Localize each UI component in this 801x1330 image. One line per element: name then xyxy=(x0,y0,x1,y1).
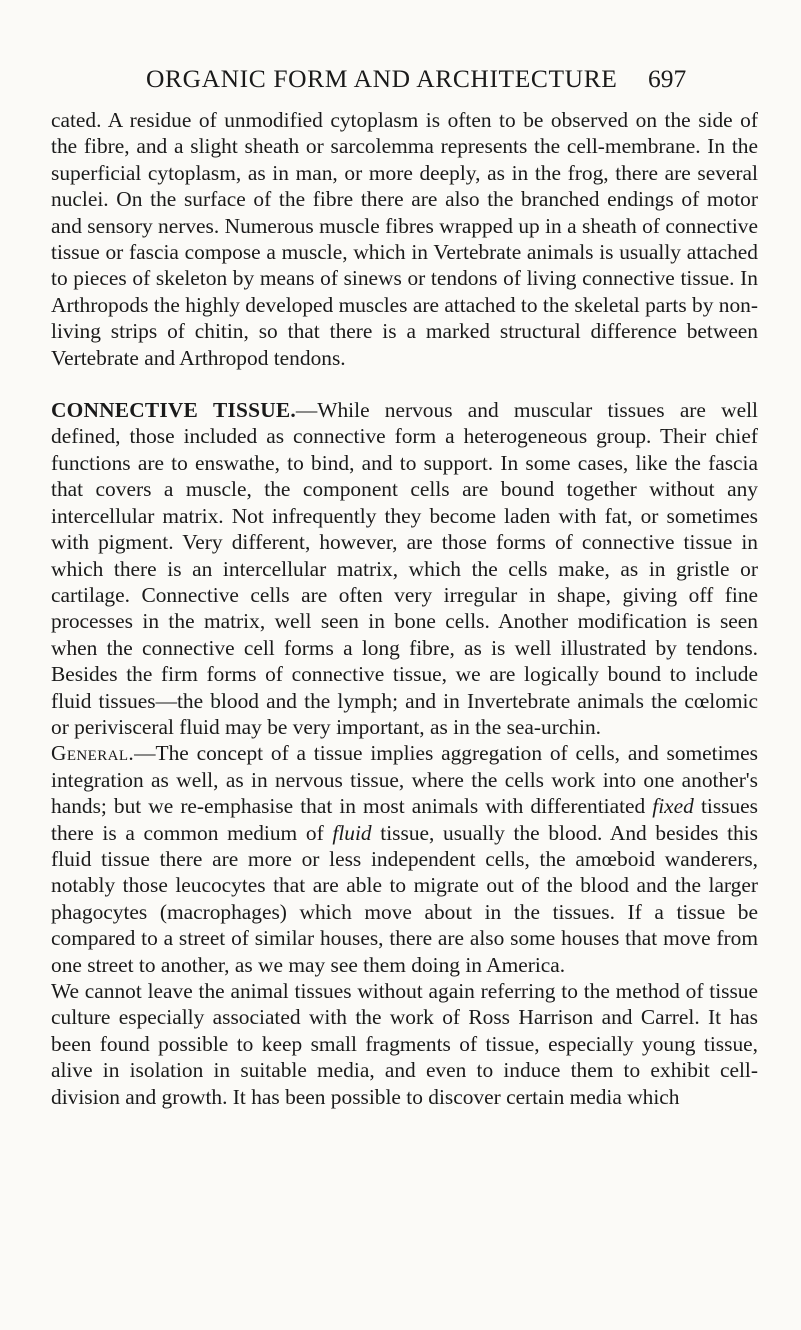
emphasis-fluid: fluid xyxy=(332,820,372,845)
emphasis-fixed: fixed xyxy=(652,794,694,819)
general-text-c: tissue, usually the blood. And besides this fluid tissue there are more or less independent cells, the amœboid wanderers, notably those leucocytes that are able to migrate out of the blood and the larger phagocytes (macrophages) which move about in the tissues. If a tissue be compared to a street of similar houses, there are also some houses that move from one street to another, as we may see them doing in America. xyxy=(51,820,758,977)
general-text-a: —The concept of a tissue implies aggregation of cells, and sometimes integration as well, as in nervous tissue, where the cells work into one another's hands; but we re-emphasise that in most animals with differentiated xyxy=(51,741,758,819)
paragraph-connective-tissue xyxy=(51,397,758,740)
paragraph-tissue-culture: We cannot leave the animal tissues without again referring to the method of tissue culture especially associated with the work of Ross Harrison and Carrel. It has been found possible to keep small fragments of tissue, especially young tissue, alive in isolation in suitable media, and even to induce them to exhibit cell-division and growth. It has been possible to discover certain media which xyxy=(51,979,758,1109)
body-text xyxy=(51,107,758,1110)
section-heading-general: General. xyxy=(51,741,135,766)
running-head: ORGANIC FORM AND ARCHITECTURE xyxy=(146,64,618,93)
paragraph-muscle-fibres: cated. A residue of unmodified cytoplasm is often to be observed on the side of the fibre, and a slight sheath or sarcolemma represents the cell-membrane. In the superficial cytoplasm, as in man, or more deeply, as in the frog, there are several nuclei. On the surface of the fibre there are also the branched endings of motor and sensory nerves. Numerous muscle fibres wrapped up in a sheath of connective tissue or fascia compose a muscle, which in Vertebrate animals is usually attached to pieces of skeleton by means of sinews or tendons of living connective tissue. In Arthropods the highly developed muscles are attached to the skeletal parts by non-living strips of chitin, so that there is a marked structural difference between Vertebrate and Arthropod tendons. xyxy=(51,108,758,370)
connective-tissue-text: —While nervous and muscular tissues are well defined, those included as connective form a heterogeneous group. Their chief functions are to enswathe, to bind, and to support. In some cases, like the fascia that covers a muscle, the component cells are bound together without any intercellular matrix. Not infrequently they become laden with fat, or sometimes with pigment. Very different, however, are those forms of connective tissue in which there is an intercellular matrix, which the cells make, as in gristle or cartilage. Connective cells are often very irregular in shape, giving off fine processes in the matrix, well seen in bone cells. Another modification is seen when the connective cell forms a long fibre, as is well illustrated by tendons. Besides the firm forms of connective tissue, we are logically bound to include fluid tissues—the blood and the lymph; and in Invertebrate animals the cœlomic or perivisceral fluid may be very important, as in the sea-urchin. xyxy=(51,398,758,739)
general-text-b: tissues there is a common medium of xyxy=(51,794,758,845)
page-number: 697 xyxy=(648,64,687,93)
paragraph-general xyxy=(51,740,758,978)
section-heading-connective-tissue: CONNECTIVE TISSUE. xyxy=(51,398,296,423)
